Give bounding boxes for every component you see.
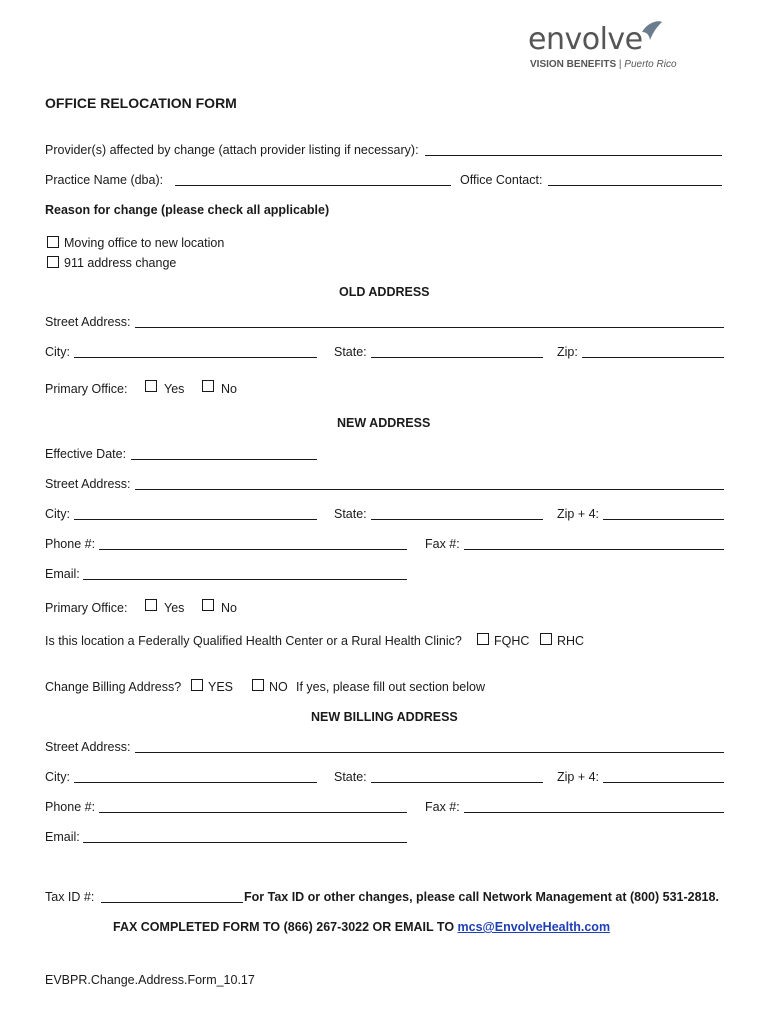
new-street-field[interactable] xyxy=(135,489,724,490)
fax-instruction-text: FAX COMPLETED FORM TO (866) 267-3022 OR EMAIL TO xyxy=(113,920,458,934)
new-street-label: Street Address: xyxy=(45,477,131,491)
billing-street-label: Street Address: xyxy=(45,740,131,754)
billing-email-label: Email: xyxy=(45,830,80,844)
new-fax-field[interactable] xyxy=(464,549,724,550)
tax-id-field[interactable] xyxy=(101,902,243,903)
logo-sub-separator: | xyxy=(616,59,625,70)
old-state-field[interactable] xyxy=(371,357,543,358)
fqhc-label: FQHC xyxy=(494,634,530,648)
tax-id-label: Tax ID #: xyxy=(45,890,95,904)
new-phone-field[interactable] xyxy=(99,549,407,550)
new-primary-no-label: No xyxy=(221,601,237,615)
old-primary-no-label: No xyxy=(221,382,237,396)
logo-subtitle xyxy=(530,59,677,70)
billing-phone-field[interactable] xyxy=(99,812,407,813)
old-street-label: Street Address: xyxy=(45,315,131,329)
old-zip-label: Zip: xyxy=(557,345,578,359)
old-primary-yes-checkbox[interactable] xyxy=(145,380,157,392)
old-primary-yes-label: Yes xyxy=(164,382,185,396)
billing-zip-label: Zip + 4: xyxy=(557,770,600,784)
logo-wordmark: envolve xyxy=(528,22,643,57)
old-city-label: City: xyxy=(45,345,70,359)
billing-phone-label: Phone #: xyxy=(45,800,96,814)
email-link[interactable]: mcs@EnvolveHealth.com xyxy=(457,920,611,934)
office-contact-field[interactable] xyxy=(548,185,722,186)
page-title: OFFICE RELOCATION FORM xyxy=(45,95,237,111)
logo-bird-icon xyxy=(640,20,664,42)
fqhc-checkbox[interactable] xyxy=(477,633,489,645)
billing-street-field[interactable] xyxy=(135,752,724,753)
moving-office-checkbox[interactable] xyxy=(47,236,59,248)
old-address-heading: OLD ADDRESS xyxy=(339,285,430,299)
new-state-field[interactable] xyxy=(371,519,543,520)
effective-date-field[interactable] xyxy=(131,459,317,460)
address-911-label: 911 address change xyxy=(64,256,177,270)
old-zip-field[interactable] xyxy=(582,357,724,358)
old-primary-no-checkbox[interactable] xyxy=(202,380,214,392)
logo-sub-bold: VISION BENEFITS xyxy=(530,59,617,70)
new-email-field[interactable] xyxy=(83,579,407,580)
effective-date-label: Effective Date: xyxy=(45,447,127,461)
new-primary-yes-checkbox[interactable] xyxy=(145,599,157,611)
reason-heading: Reason for change (please check all applicable) xyxy=(45,203,330,217)
billing-email-field[interactable] xyxy=(83,842,407,843)
new-city-label: City: xyxy=(45,507,70,521)
providers-field[interactable] xyxy=(425,155,722,156)
billing-city-field[interactable] xyxy=(74,782,317,783)
logo-sub-italic: Puerto Rico xyxy=(624,59,677,70)
billing-zip-field[interactable] xyxy=(603,782,724,783)
billing-fax-label: Fax #: xyxy=(425,800,460,814)
new-phone-label: Phone #: xyxy=(45,537,96,551)
billing-heading: NEW BILLING ADDRESS xyxy=(311,710,458,724)
moving-office-label: Moving office to new location xyxy=(64,236,225,250)
tax-note: For Tax ID or other changes, please call Network Management at (800) 531-2818. xyxy=(244,890,719,904)
new-state-label: State: xyxy=(334,507,367,521)
billing-state-field[interactable] xyxy=(371,782,543,783)
old-state-label: State: xyxy=(334,345,367,359)
rhc-label: RHC xyxy=(557,634,585,648)
new-zip-field[interactable] xyxy=(603,519,724,520)
office-contact-label: Office Contact: xyxy=(460,173,543,187)
billing-note: If yes, please fill out section below xyxy=(296,680,485,694)
billing-state-label: State: xyxy=(334,770,367,784)
practice-name-label: Practice Name (dba): xyxy=(45,173,164,187)
billing-city-label: City: xyxy=(45,770,70,784)
new-city-field[interactable] xyxy=(74,519,317,520)
providers-label: Provider(s) affected by change (attach provider listing if necessary): xyxy=(45,143,419,157)
fqhc-question: Is this location a Federally Qualified Health Center or a Rural Health Clinic? xyxy=(45,634,462,648)
billing-fax-field[interactable] xyxy=(464,812,724,813)
new-zip-label: Zip + 4: xyxy=(557,507,600,521)
billing-question: Change Billing Address? xyxy=(45,680,182,694)
old-street-field[interactable] xyxy=(135,327,724,328)
new-primary-no-checkbox[interactable] xyxy=(202,599,214,611)
practice-name-field[interactable] xyxy=(175,185,451,186)
new-primary-label: Primary Office: xyxy=(45,601,128,615)
fax-instruction xyxy=(113,920,610,934)
rhc-checkbox[interactable] xyxy=(540,633,552,645)
billing-yes-label: YES xyxy=(208,680,234,694)
old-city-field[interactable] xyxy=(74,357,317,358)
new-fax-label: Fax #: xyxy=(425,537,460,551)
billing-yes-checkbox[interactable] xyxy=(191,679,203,691)
form-footer-id: EVBPR.Change.Address.Form_10.17 xyxy=(45,973,255,987)
new-address-heading: NEW ADDRESS xyxy=(337,416,431,430)
billing-no-checkbox[interactable] xyxy=(252,679,264,691)
new-primary-yes-label: Yes xyxy=(164,601,185,615)
billing-no-label: NO xyxy=(269,680,288,694)
old-primary-label: Primary Office: xyxy=(45,382,128,396)
address-911-checkbox[interactable] xyxy=(47,256,59,268)
new-email-label: Email: xyxy=(45,567,80,581)
